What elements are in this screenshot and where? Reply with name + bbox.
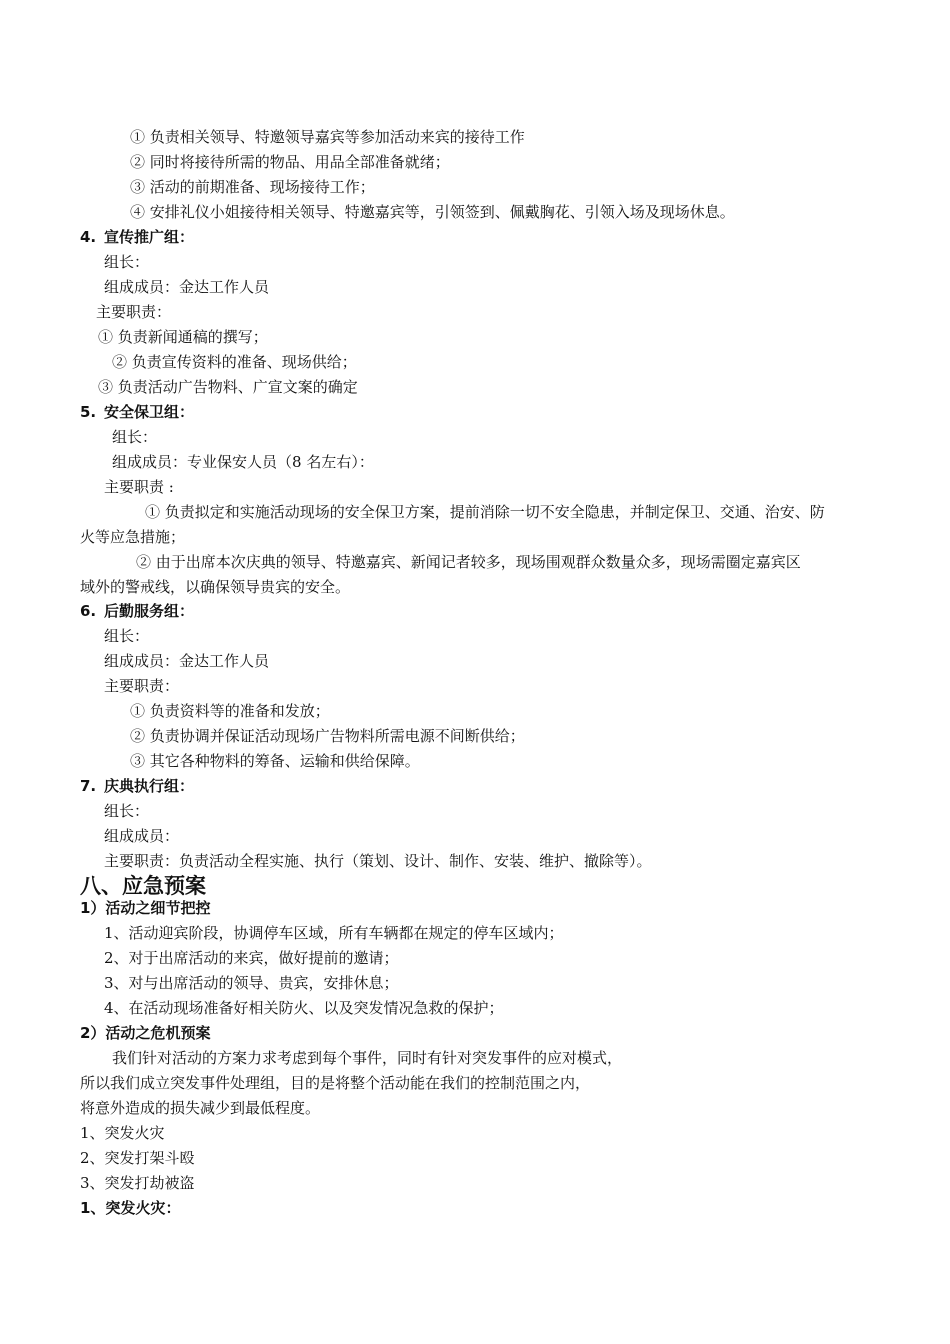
reception-item-2: ② 同时将接待所需的物品、用品全部准备就绪；: [130, 153, 450, 171]
reception-item-4: ④ 安排礼仪小姐接待相关领导、特邀嘉宾等，引领签到、佩戴胸花、引领入场及现场休息。: [130, 203, 735, 221]
crisis-paragraph-line-1: 我们针对活动的方案力求考虑到每个事件，同时有针对突发事件的应对模式，: [112, 1049, 623, 1067]
security-duty-1-line-2: 火等应急措施；: [80, 528, 186, 546]
logistics-duties-label: 主要职责：: [104, 677, 180, 695]
security-title: 安全保卫组：: [104, 403, 195, 421]
detail-control-title: 1）活动之细节把控: [80, 899, 211, 917]
security-heading: [80, 402, 194, 422]
logistics-leader: 组长：: [104, 627, 150, 645]
detail-item-1: 1、活动迎宾阶段，协调停车区域，所有车辆都在规定的停车区域内；: [104, 924, 564, 942]
security-duty-2-line-2: 域外的警戒线，以确保领导贵宾的安全。: [80, 578, 351, 596]
reception-item-3: ③ 活动的前期准备、现场接待工作；: [130, 178, 375, 196]
security-leader: 组长：: [112, 428, 158, 446]
publicity-duty-1: ① 负责新闻通稿的撰写；: [98, 328, 268, 346]
logistics-duty-1: ① 负责资料等的准备和发放；: [130, 702, 330, 720]
crisis-list-item-1: 1、突发火灾: [80, 1124, 165, 1142]
security-number: 5.: [80, 403, 97, 421]
emergency-heading: 八、应急预案: [80, 874, 206, 898]
publicity-number: 4.: [80, 228, 97, 246]
logistics-number: 6.: [80, 602, 97, 620]
reception-item-1: ① 负责相关领导、特邀领导嘉宾等参加活动来宾的接待工作: [130, 128, 525, 146]
detail-item-4: 4、在活动现场准备好相关防火、以及突发情况急救的保护；: [104, 999, 504, 1017]
security-duties-label: 主要职责 :: [104, 478, 174, 496]
publicity-title: 宣传推广组：: [104, 228, 195, 246]
crisis-list-item-2: 2、突发打架斗殴: [80, 1149, 195, 1167]
publicity-members: 组成成员：金达工作人员: [104, 278, 270, 296]
publicity-duty-2: ② 负责宣传资料的准备、现场供给；: [112, 353, 357, 371]
logistics-members: 组成成员：金达工作人员: [104, 652, 270, 670]
logistics-title: 后勤服务组：: [104, 602, 195, 620]
detail-item-3: 3、对与出席活动的领导、贵宾，安排休息；: [104, 974, 399, 992]
security-duty-2-line-1: ② 由于出席本次庆典的领导、特邀嘉宾、新闻记者较多，现场围观群众数量众多，现场需圈定嘉宾区: [136, 553, 801, 571]
publicity-leader: 组长：: [104, 253, 150, 271]
execution-leader: 组长：: [104, 802, 150, 820]
execution-duties: 主要职责：负责活动全程实施、执行（策划、设计、制作、安装、维护、撤除等）。: [104, 852, 652, 870]
execution-number: 7.: [80, 777, 97, 795]
logistics-heading: [80, 601, 194, 621]
logistics-duty-2: ② 负责协调并保证活动现场广告物料所需电源不间断供给；: [130, 727, 525, 745]
crisis-paragraph-line-2: 所以我们成立突发事件处理组，目的是将整个活动能在我们的控制范围之内，: [80, 1074, 591, 1092]
execution-title: 庆典执行组：: [104, 777, 195, 795]
execution-members: 组成成员：: [104, 827, 180, 845]
logistics-duty-3: ③ 其它各种物料的筹备、运输和供给保障。: [130, 752, 420, 770]
detail-item-2: 2、对于出席活动的来宾，做好提前的邀请；: [104, 949, 399, 967]
crisis-paragraph-line-3: 将意外造成的损失减少到最低程度。: [80, 1099, 321, 1117]
publicity-heading: [80, 227, 194, 247]
crisis-list-item-3: 3、突发打劫被盗: [80, 1174, 195, 1192]
security-members: 组成成员：专业保安人员（8 名左右）：: [112, 453, 374, 471]
fire-heading: 1、突发火灾：: [80, 1199, 181, 1217]
execution-heading: [80, 776, 194, 796]
publicity-duty-3: ③ 负责活动广告物料、广宣文案的确定: [98, 378, 358, 396]
security-duty-1-line-1: ① 负责拟定和实施活动现场的安全保卫方案，提前消除一切不安全隐患，并制定保卫、交通、治安、防: [145, 503, 825, 521]
publicity-duties-label: 主要职责：: [96, 303, 172, 321]
crisis-plan-title: 2）活动之危机预案: [80, 1024, 211, 1042]
